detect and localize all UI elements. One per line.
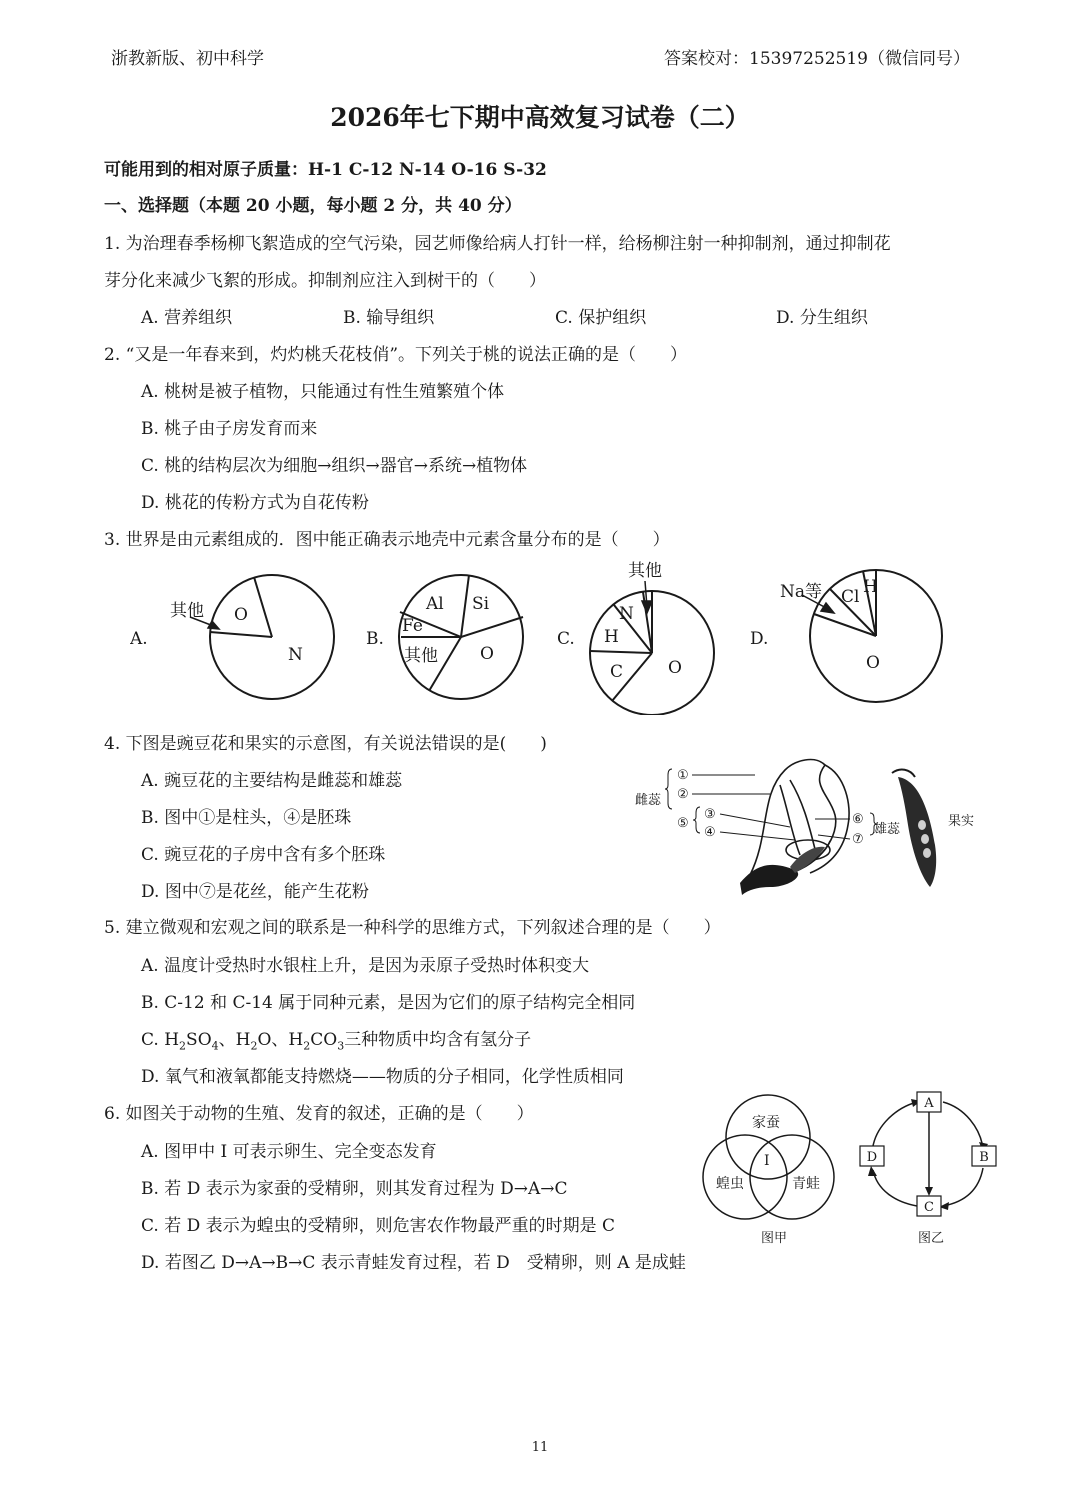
q6-option-c: C. 若 D 表示为蝗虫的受精卵，则危害农作物最严重的时期是 C <box>141 1216 616 1236</box>
pie-a-label-n: N <box>288 645 303 665</box>
q3-stem: 3. 世界是由元素组成的．图中能正确表示地壳中元素含量分布的是（ ） <box>104 530 670 550</box>
q4-option-b: B. 图中①是柱头，④是胚珠 <box>141 808 352 828</box>
q1-option-b: B. 输导组织 <box>343 308 435 328</box>
q5-option-b: B. C-12 和 C-14 属于同种元素，是因为它们的原子结构完全相同 <box>141 993 636 1013</box>
num-3: ③ <box>704 807 716 822</box>
venn-caption: 图甲 <box>761 1231 788 1246</box>
pie-d-label-h: H <box>863 577 878 597</box>
section-heading: 一、选择题（本题 20 小题，每小题 2 分，共 40 分） <box>104 196 522 216</box>
pie-c-label-o: O <box>668 658 682 678</box>
header-left: 浙教新版、初中科学 <box>111 49 264 69</box>
q4-option-d: D. 图中⑦是花丝，能产生花粉 <box>141 882 369 902</box>
cycle-box-b: B <box>979 1150 989 1165</box>
pie-c-label-other: 其他 <box>628 561 662 581</box>
pie-b-label-si: Si <box>472 594 490 614</box>
q1-stem-line1: 1. 为治理春季杨柳飞絮造成的空气污染，园艺师像给病人打针一样，给杨柳注射一种抑制剂，通过抑制花 <box>104 234 891 254</box>
num-4: ④ <box>704 825 716 840</box>
cycle-box-d: D <box>866 1150 878 1165</box>
q1-option-a: A. 营养组织 <box>141 308 233 328</box>
cycle-box-c: C <box>924 1200 934 1215</box>
q4-pea-flower-figure <box>630 755 980 900</box>
q1-option-d: D. 分生组织 <box>776 308 868 328</box>
pie-b-label-o: O <box>480 644 494 664</box>
atomic-masses: 可能用到的相对原子质量：H-1 C-12 N-14 O-16 S-32 <box>104 160 547 180</box>
pie-a-label-other: 其他 <box>170 601 204 621</box>
page-number: 11 <box>531 1440 549 1455</box>
pie-b-letter: B. <box>366 629 384 649</box>
num-6: ⑥ <box>852 812 864 827</box>
num-5: ⑤ <box>677 816 689 831</box>
q1-stem-line2: 芽分化来减少飞絮的形成。抑制剂应注入到树干的（ ） <box>104 271 546 291</box>
pie-c-label-h: H <box>604 627 619 647</box>
q2-option-d: D. 桃花的传粉方式为自花传粉 <box>141 493 369 513</box>
venn-diagram <box>700 1092 870 1252</box>
header-right: 答案校对：15397252519（微信同号） <box>664 49 970 69</box>
q2-option-a: A. 桃树是被子植物，只能通过有性生殖繁殖个体 <box>141 382 505 402</box>
pie-b-label-al: Al <box>426 594 444 614</box>
num-2: ② <box>677 787 689 802</box>
cycle-caption: 图乙 <box>917 1231 945 1246</box>
page-title: 2026年七下期中高效复习试卷（二） <box>330 103 750 132</box>
pie-c-letter: C. <box>557 629 575 649</box>
q5-option-d: D. 氧气和液氧都能支持燃烧——物质的分子相同，化学性质相同 <box>141 1067 624 1087</box>
q2-option-b: B. 桃子由子房发育而来 <box>141 419 318 439</box>
q6-option-b: B. 若 D 表示为家蚕的受精卵，则其发育过程为 D→A→C <box>141 1179 568 1199</box>
cycle-diagram <box>855 1090 1005 1250</box>
pie-b-label-other: 其他 <box>404 646 438 666</box>
q5-option-c: C. $H_2SO_4$、$H_2O$、$H_2CO_3$三种物质中均含有氢分子 <box>141 1030 532 1053</box>
pie-d-label-o: O <box>866 653 880 673</box>
q6-option-a: A. 图甲中 I 可表示卵生、完全变态发育 <box>141 1142 437 1162</box>
pie-a-letter: A. <box>130 629 148 649</box>
pie-d-label-cl: Cl <box>841 587 860 607</box>
label-stamen: 雄蕊 <box>874 822 901 837</box>
pie-c-label-n: N <box>619 604 634 624</box>
q2-option-c: C. 桃的结构层次为细胞→组织→器官→系统→植物体 <box>141 456 528 476</box>
pie-b-label-fe: Fe <box>402 616 423 636</box>
q2-stem: 2. “又是一年春来到，灼灼桃夭花枝俏”。下列关于桃的说法正确的是（ ） <box>104 345 688 365</box>
venn-label-locust: 蝗虫 <box>716 1176 744 1192</box>
label-pistil: 雌蕊 <box>635 793 662 808</box>
venn-label-silkworm: 家蚕 <box>752 1115 780 1131</box>
pie-a-label-o: O <box>234 605 248 625</box>
q4-stem: 4. 下图是豌豆花和果实的示意图，有关说法错误的是( ) <box>104 734 547 754</box>
q5-stem: 5. 建立微观和宏观之间的联系是一种科学的思维方式，下列叙述合理的是（ ） <box>104 918 721 938</box>
q1-option-c: C. 保护组织 <box>555 308 647 328</box>
q6-option-d: D. 若图乙 D→A→B→C 表示青蛙发育过程，若 D 受精卵，则 A 是成蛙 <box>141 1253 686 1273</box>
venn-label-frog: 青蛙 <box>792 1176 820 1192</box>
venn-label-center: I <box>764 1153 770 1169</box>
q5-option-a: A. 温度计受热时水银柱上升，是因为汞原子受热时体积变大 <box>141 956 590 976</box>
num-1: ① <box>677 768 689 783</box>
label-fruit: 果实 <box>948 814 975 829</box>
q4-option-a: A. 豌豆花的主要结构是雌蕊和雄蕊 <box>141 771 403 791</box>
q3-pie-figures <box>130 555 960 715</box>
q4-option-c: C. 豌豆花的子房中含有多个胚珠 <box>141 845 386 865</box>
pie-d-letter: D. <box>750 629 769 649</box>
pie-d-label-na: Na等 <box>780 582 823 602</box>
cycle-box-a: A <box>924 1096 934 1111</box>
pie-c-label-c: C <box>610 662 624 682</box>
num-7: ⑦ <box>852 832 864 847</box>
q6-stem: 6. 如图关于动物的生殖、发育的叙述，正确的是（ ） <box>104 1104 534 1124</box>
